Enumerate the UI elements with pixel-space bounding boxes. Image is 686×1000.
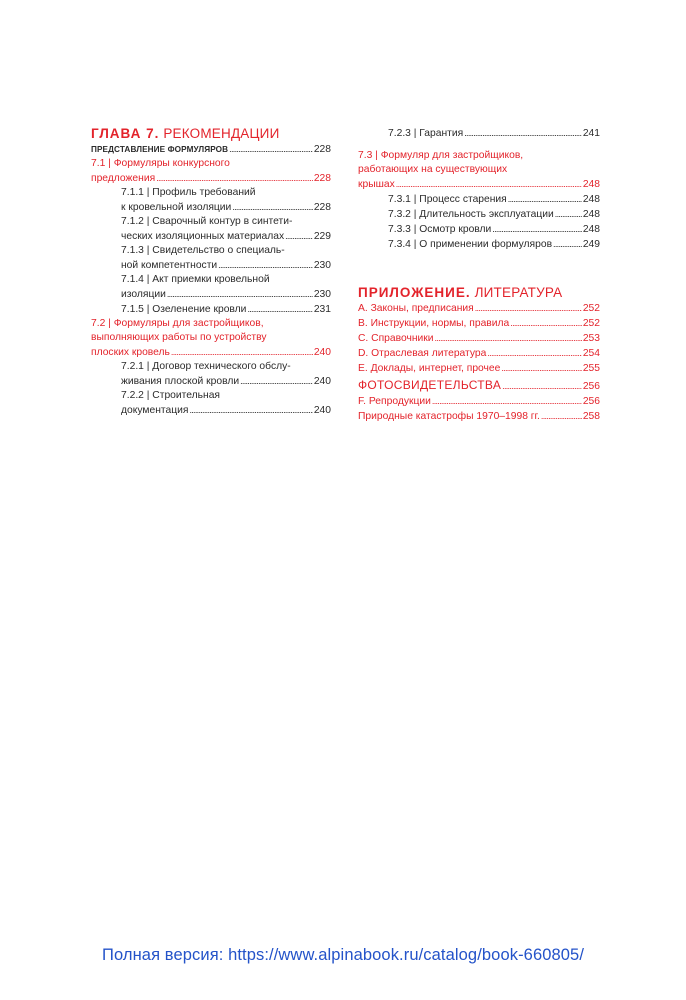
- page-number: 248: [582, 194, 600, 205]
- toc-entry-text: к кровельной изоляции: [121, 202, 232, 213]
- page-number: 241: [582, 128, 600, 139]
- toc-entry-text: ПРЕДСТАВЛЕНИЕ ФОРМУЛЯРОВ: [91, 145, 229, 154]
- toc-entry-repro[interactable]: [358, 394, 600, 409]
- toc-entry-text: 7.3.3 | Осмотр кровли: [388, 224, 492, 235]
- leader-dots: [156, 171, 313, 186]
- page-number: 248: [582, 209, 600, 220]
- toc-entry-text: предложения: [91, 173, 156, 184]
- toc-entry-7-1-4[interactable]: [121, 273, 331, 302]
- page-number: 256: [582, 396, 600, 407]
- leader-dots: [508, 192, 582, 207]
- toc-entry-text: B. Инструкции, нормы, правила: [358, 318, 510, 329]
- page-number: 252: [582, 303, 600, 314]
- chapter-number: ГЛАВА 7.: [91, 126, 160, 141]
- toc-entry-text: ФОТОСВИДЕТЕЛЬСТВА: [358, 378, 502, 392]
- appendix-title: ЛИТЕРАТУРА: [474, 285, 563, 300]
- toc-entry-7-1-5[interactable]: [121, 302, 331, 317]
- toc-entry-text: 7.2 | Формуляры для застройщиков,: [91, 318, 264, 329]
- toc-entry-lit-d[interactable]: [358, 346, 600, 361]
- toc-entry-text: выполняющих работы по устройству: [91, 332, 267, 343]
- toc-entry-text: документация: [121, 405, 189, 416]
- leader-dots: [167, 287, 313, 302]
- toc-entry-photo[interactable]: [358, 378, 600, 394]
- toc-entry-7-1-3[interactable]: [121, 244, 331, 273]
- toc-entry-text: E. Доклады, интернет, прочее: [358, 363, 501, 374]
- toc-entry-text: 7.1 | Формуляры конкурсного: [91, 158, 230, 169]
- chapter-title: РЕКОМЕНДАЦИИ: [163, 126, 280, 141]
- toc-entry-text: 7.3.4 | О применении формуляров: [388, 239, 553, 250]
- toc-entry-text: плоских кровель: [91, 347, 170, 358]
- toc-entry-7-2-3[interactable]: [388, 126, 600, 141]
- toc-entry-text: 7.1.2 | Сварочный контур в синтети-: [121, 216, 293, 227]
- page-number: 254: [582, 348, 600, 359]
- leader-dots: [487, 346, 581, 361]
- appendix-label: ПРИЛОЖЕНИЕ.: [358, 285, 471, 300]
- leader-dots: [475, 301, 582, 316]
- page-number: 228: [313, 144, 331, 155]
- page-number: 231: [313, 304, 331, 315]
- toc-entry-lit-c[interactable]: [358, 331, 600, 346]
- toc-entry-text: 7.2.2 | Строительная: [121, 390, 221, 401]
- page-number: 248: [582, 179, 600, 190]
- leader-dots: [502, 379, 582, 394]
- toc-entry-text: 7.1.4 | Акт приемки кровельной: [121, 274, 270, 285]
- full-version-link[interactable]: Полная версия: https://www.alpinabook.ru/catalog/book-660805/: [101, 946, 585, 964]
- leader-dots: [501, 361, 581, 376]
- toc-entry-text: 7.1.5 | Озеленение кровли: [121, 304, 247, 315]
- leader-dots: [464, 126, 582, 141]
- toc-entry-text: 7.3 | Формуляр для застройщиков,: [358, 150, 524, 161]
- leader-dots: [232, 200, 313, 215]
- page-number: 252: [582, 318, 600, 329]
- page-number: 240: [313, 376, 331, 387]
- page-number: 256: [582, 381, 600, 392]
- toc-entry-text: ческих изоляционных материалах: [121, 231, 285, 242]
- leader-dots: [541, 409, 582, 424]
- page-number: 249: [582, 239, 600, 250]
- page-number: 230: [313, 289, 331, 300]
- leader-dots: [285, 229, 313, 244]
- toc-entry-text: 7.3.1 | Процесс старения: [388, 194, 507, 205]
- toc-entry-text: 7.1.1 | Профиль требований: [121, 187, 256, 198]
- page-number: 258: [582, 411, 600, 422]
- toc-entry-7-3[interactable]: [358, 149, 600, 192]
- toc-entry-text: ной компетентности: [121, 260, 218, 271]
- leader-dots: [240, 374, 313, 389]
- toc-entry-text: работающих на существующих: [358, 164, 508, 175]
- leader-dots: [189, 403, 312, 418]
- toc-entry-7-3-3[interactable]: [388, 222, 600, 237]
- page-number: 228: [313, 202, 331, 213]
- toc-entry-text: изоляции: [121, 289, 166, 300]
- leader-dots: [553, 237, 582, 252]
- toc-entry-text: 7.2.1 | Договор технического обслу-: [121, 361, 291, 372]
- toc-entry-text: Природные катастрофы 1970–1998 гг.: [358, 411, 540, 422]
- toc-entry-text: A. Законы, предписания: [358, 303, 474, 314]
- page-number: 240: [313, 405, 331, 416]
- toc-entry-text: 7.2.3 | Гарантия: [388, 128, 464, 139]
- toc-left-column: [91, 124, 331, 418]
- toc-entry-lit-e[interactable]: [358, 361, 600, 376]
- toc-entry-text: 7.3.2 | Длительность эксплуатации: [388, 209, 554, 220]
- appendix-heading: [358, 285, 600, 301]
- page-number: 230: [313, 260, 331, 271]
- page-number: 240: [313, 347, 331, 358]
- leader-dots: [229, 142, 313, 157]
- toc-entry-lit-a[interactable]: [358, 301, 600, 316]
- leader-dots: [492, 222, 582, 237]
- toc-entry-7-3-4[interactable]: [388, 237, 600, 252]
- toc-entry-text: F. Репродукции: [358, 396, 431, 407]
- page-number: 229: [313, 231, 331, 242]
- toc-entry-7-1-1[interactable]: [121, 186, 331, 215]
- toc-entry-7-2[interactable]: [91, 317, 331, 360]
- page-number: 255: [582, 363, 600, 374]
- leader-dots: [396, 177, 582, 192]
- leader-dots: [510, 316, 582, 331]
- toc-entry-7-2-2[interactable]: [121, 389, 331, 418]
- leader-dots: [435, 331, 582, 346]
- leader-dots: [555, 207, 582, 222]
- toc-entry-7-1[interactable]: [91, 157, 331, 186]
- toc-entry-intro[interactable]: [91, 142, 331, 157]
- toc-right-column: [358, 124, 600, 424]
- toc-entry-lit-b[interactable]: [358, 316, 600, 331]
- toc-entry-7-1-2[interactable]: [121, 215, 331, 244]
- page-number: 228: [313, 173, 331, 184]
- leader-dots: [432, 394, 582, 409]
- toc-entry-7-3-1[interactable]: [388, 192, 600, 207]
- toc-entry-7-2-1[interactable]: [121, 360, 331, 389]
- leader-dots: [218, 258, 313, 273]
- toc-entry-text: крышах: [358, 179, 395, 190]
- chapter-heading: [91, 126, 331, 142]
- toc-entry-disasters[interactable]: [358, 409, 600, 424]
- page-number: 253: [582, 333, 600, 344]
- leader-dots: [171, 345, 313, 360]
- toc-entry-text: C. Справочники: [358, 333, 434, 344]
- toc-entry-text: 7.1.3 | Свидетельство о специаль-: [121, 245, 285, 256]
- toc-entry-text: D. Отраслевая литература: [358, 348, 487, 359]
- leader-dots: [247, 302, 312, 317]
- toc-entry-7-3-2[interactable]: [388, 207, 600, 222]
- toc-entry-text: живания плоской кровли: [121, 376, 240, 387]
- page-number: 248: [582, 224, 600, 235]
